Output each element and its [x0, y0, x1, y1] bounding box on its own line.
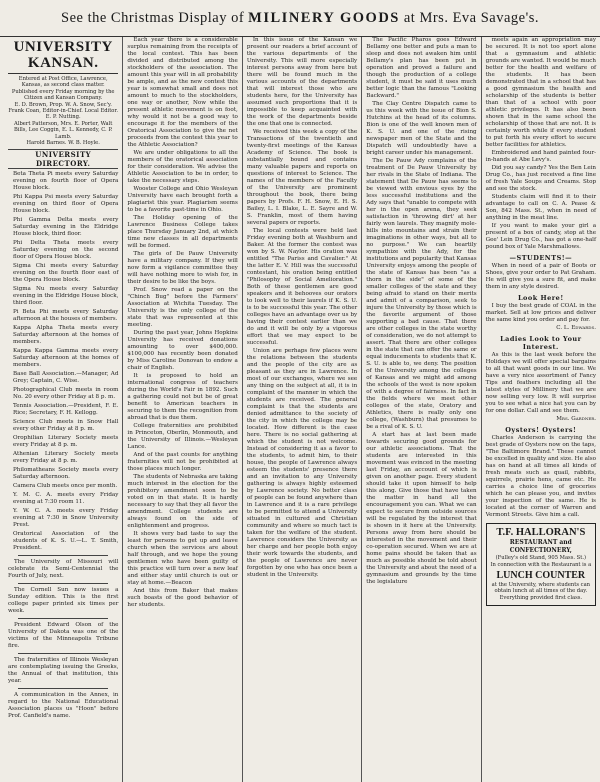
top-banner-ad	[0, 0, 600, 37]
ad-note: at the University, where students can obtain lunch at all times of the day. Everything provided first class.	[491, 581, 591, 601]
banner-strong: MILINERY GOODS	[248, 9, 400, 26]
directory-item: Orophilian Literary Society meets every Friday at 8 p. m.	[13, 435, 119, 449]
masthead-published: Published every Friday morning by the Citizen and Kansan Company.	[11, 88, 115, 102]
column-3	[243, 37, 362, 782]
directory-item: Kappa Alpha Theta meets every Saturday afternoon at the homes of members.	[13, 325, 119, 346]
local-ad: When in need of a pair of Boots or Shoes, give your order to Pat Graham. He will give you a sure fit, and make them in any style desired.	[485, 263, 597, 290]
column-2	[123, 37, 242, 782]
ad-business-type: RESTAURANT and CONFECTIONERY,	[509, 539, 572, 554]
masthead-title: UNIVERSITY KANSAN.	[13, 39, 113, 71]
directory-item: Tennis Association.—President, F. E. Rice; Secretary, F. H. Kellogg.	[13, 403, 119, 417]
article-paragraph: And this from Baker that makes such boasts of the good behavior of her students.	[127, 588, 238, 608]
masthead-editors: E. D. Brown, Prop. W. A. Snow, Sec'y.	[14, 101, 112, 108]
local-ad: Embroidered and hand painted four-in-hands at Abe Levy's.	[485, 150, 597, 163]
article-paragraph: We are under obligations to all the members of the oratorical association for their consideration. We advise the Athletic Association to be in order, to take the necessary steps.	[127, 150, 238, 184]
article-paragraph: And of the past counts for anything fraternities will not be prohibited at those places much longer.	[127, 452, 238, 472]
ad-address: (Fulley's old Stand, 905 Mass. St.)	[495, 555, 586, 561]
banner-post: at Mrs. Eva Savage's.	[403, 9, 539, 26]
directory-item: Sigma Chi meets every Saturday evening on the fourth floor east of the Opera House block.	[13, 263, 119, 284]
article-paragraph: Wooster College and Ohio Wesleyan University have each brought forth a plagiarist this year. Plagiarism seems to be a favorite past-time in Ohio.	[127, 186, 238, 213]
article-paragraph: Prof. Snow read a paper on the "Chinch Bug" before the Farmers' Association at Wichita Tuesday. The University is the only college of the state that was represented at this meeting.	[127, 287, 238, 328]
section-rule	[18, 688, 108, 689]
column-layout	[4, 37, 600, 782]
banner-pre: See the Christmas Display of	[61, 9, 245, 26]
article-paragraph: The students of Nebraska are taking much interest in the election for the prohibitory amendment soon to be voted on in that state. It is hardly necessary to say that they all favor the amendment. College students are always found on the side of enlightenment and progress.	[127, 474, 238, 529]
article-paragraph: Each year there is a considerable surplus remaining from the receipts of the local contest. This has been divided and distributed among the stockholders of the association. The amount this year will in all probability be ample, and as the new contest this year is somewhat small and does not amount to much to the stockholders, one way or another, Now while the present athletic movement is on foot, why would it not be a good way to encourage it for the members of the Oratorical Association to give the net proceeds from the contest this year to the Athletic Association?	[127, 37, 238, 148]
masthead-associate: Albert Patterson, Mrs. E. Porter, Walt Bills, Lee Coggin, E. L. Kennedy, C. P. Lamb.	[13, 120, 113, 140]
masthead-manager: Harold Barnes. W. B. Hoyle.	[26, 140, 100, 147]
directory-item: Camera Club meets once per month.	[13, 483, 118, 490]
directory-item: Philomatheans Society meets every Saturday afternoon.	[13, 467, 119, 481]
article-paragraph: The local contests were held last Friday evening both at Washburn and Baker. At the former the contest was won by S. W. Naylor. His oration was entitled "The Pariss and Cavalier." At the latter E. V. Hill was the successful contestant, his oration being entitled "Philosophy of Social Amelioration." Both of these gentlemen are good speakers and it behooves our orators to look well to their laurels if K. S. U. is to be successful this year. The other colleges have an advantage over us by having their contest earlier than we do and it will be only by a vigorous effort that we may expect to be successful.	[246, 228, 358, 346]
section-rule	[18, 583, 108, 584]
directory-title: UNIVERSITY DIRECTORY.	[8, 149, 118, 169]
annex-note: A communication in the Annex, in regard to the National Educational Association places us "Hoon" before Prof. Canfield's name.	[8, 692, 119, 720]
section-rule	[18, 618, 108, 619]
directory-item: Y. M. C. A. meets every Friday evening at 7:30 room 11.	[13, 492, 119, 506]
directory-item: Beta Theta Pi meets every Saturday evening on fourth floor of Opera House block.	[13, 171, 119, 192]
directory-item: Phi Delta Theta meets every Saturday evening on the second floor of Opera House block.	[13, 240, 119, 261]
directory-item: Photographical Club meets in room No. 20 every other Friday at 8 p. m.	[13, 387, 119, 401]
masthead-staff: Frank Coan, Editor-in-Chief. Local Editor. E. P. Nutting.	[8, 108, 118, 121]
article-paragraph: Union are perhaps few places were the relations between the students and the people of the city are as pleasant as they are in Lawrence. In most of our exchanges, where we see any thing on the subject at all, it is in complaint of the manner in which the students are received. The general complaint is that the students are denied admittance to the society of the city in which the college may be located. How different is the case here. There is no social gathering at which the student is not welcome. Instead of considering it as a favor to the students, to admit him, to their house, the people of Lawrence always esteem the students' presence there and an invitation to any University gathering is always highly esteemed by Lawrence society. No better class of people can be found anywhere than in Lawrence and it is a rare privilege to be permitted to attend a University situated in cultured and Christian community and where so much tact is taken for the welfare of the student. Lawrence considers the University as her charge and her people both enjoy their work towards the students, and the people of Lawrence are never forgotten by one who has once been a student in the University.	[246, 348, 358, 578]
directory-item: Sigma Nu meets every Saturday evening in the Eldridge House block, third floor.	[13, 286, 119, 307]
ad-signature: C. L. Edwards.	[556, 325, 597, 331]
column-5	[482, 37, 600, 782]
dakota-note: President Edward Olson of the University of Dakota was one of the victims of the Minneapolis Tribune fire.	[8, 622, 119, 650]
directory-item: Pi Beta Phi meets every Saturday afternoon at the houses of members.	[13, 309, 119, 323]
article-paragraph: The De Pauw Ady complains of the treatment of De Pauw University by her rivals in the State of Indiana. The statement that De Pauw has seems to be viewed with envious eyes by the less successful institutions and the Ady says that "unable to compete with her in the open arena, they seek satisfaction in 'throwing dirt' at her fairly won laurels. They magnify mole-hills into mountains and strain their imaginations in other ways, but all to no purpose." We can heartily sympathize with the Ady, for the institutions and popularity that Kansas University enjoys among the people of the state of Kansas has been "as a thorn in the side" of some of the smaller colleges of the state and they being afraid to stand on their merits and admit of a comparison, seek to injure the University by those which is the favorite argument of those supporting a bad cause. That there are other colleges in the state worthy of consideration, we do not attempt to assert. That there are other colleges in the state that can offer the same or equal inducements to students that K. S. U. is able to, we deny. The position of the University among the colleges of Kansas and we might add among the schools of the west is now spoken of with a degree of fairness. In fact in the fields where we meet other colleges of the state, Oratory and Athletics, there is really only one college, (Washburn) that presumes to be a rival of K. S. U.	[366, 158, 477, 430]
local-ad: Did you say candy? Yes the Ben Lein Drug Co., has just received a fine line of fresh Yale Soups and Creams. Stop and see the stock.	[485, 165, 597, 192]
article-paragraph: In this issue of the Kansan we present our readers a brief account of the various departments of the University. This will more especially interest persons away from here but there will be found much in the various accounts of the departments that will interest those who are students here, for the University has assumed such proportions that it is impossible to keep acquainted with the work of the departments beside the one that one is connected.	[246, 37, 358, 127]
directory-item: Phi Gamma Delta meets every Saturday evening in the Eldridge House block, third floor.	[13, 217, 119, 238]
local-ad: I buy the best grade of COAL in the market. Sell at low prices and deliver the same kind you order and pay for.	[485, 303, 597, 323]
article-paragraph: The Clay Centre Dispatch came to us this week with the issue of Bion S. Hutchins at the head of its columns. Bion is one of the well known men of K. S. U. and one of the rising newspaper men of the State and the Dispatch will undoubtedly have a bright career under his management.	[366, 101, 477, 156]
article-paragraph: College fraternities are prohibited in Princeton, Oberlin, Monmouth, and the University of Illinois.—Wesleyan Lance.	[127, 423, 238, 450]
local-ad: If you want to make your girl a present of a box of candy, stop at the Gee' Lein Drug Co., has got a one-half pound box of Yale Marshmallows.	[485, 223, 597, 250]
directory-item: Base Ball Association.—Manager, Ad Grey; Captain, C. Wise.	[13, 371, 119, 385]
section-rule	[18, 555, 108, 556]
ad-connection: In connection with the Restaurant is a	[490, 562, 592, 569]
masthead-rule	[8, 73, 118, 74]
ad-signature: Mrs. Gardner.	[556, 416, 597, 422]
look-here-heading: Look Here!	[517, 294, 564, 302]
cornell-sun-note: The Cornell Sun now issues a Sunday edition. This is the first college paper printed six times per week.	[8, 587, 119, 615]
directory-item: Phi Kappa Psi meets every Saturday evening on third floor of Opera House block.	[13, 194, 119, 215]
directory-item: Y. W. C. A. meets every Friday evening at 7:30 in Snow University Prest.	[13, 508, 119, 529]
ad-lunch-counter: LUNCH COUNTER	[496, 569, 586, 581]
local-ad: Students claim will find it to their advantage to call on C. A. Pease & Son, 842 Mass. St., when in need of anything in the meat line.	[485, 194, 597, 221]
article-paragraph: The girls of De Pauw University have a military company. If they will now form a vigilance committee they will have nothing more to wish for, in their desire to be like the boys.	[127, 251, 238, 285]
article-paragraph: meets again an appropriation may be secured. It is not too sport alone that a gymnasium and athletic grounds are wanted. It would be much better for the health and welfare of the students. It has been demonstrated that in a school that has a good gymnasium the health and scholarship of the students is better than that of a school with poor athletic privileges. It has also been shown that in the same school the scholarship of those that are not. It is certainly worth while if every student to put forth his every effort to secure better facilities for athletics.	[485, 37, 597, 148]
column-4	[362, 37, 481, 782]
wesleyan-note: The fraternities of Illinois Wesleyan are contemplating issuing the Greeks, the Annual of that institution, this year.	[8, 657, 119, 685]
article-paragraph: A start has at last been made towards securing good grounds for our athletic associations. That the students are interested in this movement was evinced in the meeting last Friday, an account of which is given on another page. Every student should take it upon himself to help this along. Give those that have taken the matter in hand all the encouragement you can. What we can expect to secure from outside sources will be regulated by the interest that is shown in it here at the University. Persons away from here should be interested in the movement and their co-operation secured. When we are at home pains should be taken that as much as possible should be told about the University and about the need of a gymnasium and grounds by the time the legislature	[366, 432, 477, 585]
article-paragraph: We received this week a copy of the Transactions of the twentieth and twenty-first meetings of the Kansas Academy of Science. The book is substantially bound and contains many valuable papers and reports on questions of interest to Science. The names of the members of the Faculty of the University are prominent throughout the book, there being papers by Profs. F. H. Snow, E. H. S. Bailey, L. I. Blake, L. E. Sayre and W. S. Franklin, most of them having several papers or reports.	[246, 129, 358, 226]
students-heading: —STUDENTS!—	[509, 254, 573, 262]
article-paragraph: The Holiday opening of the Lawrence Business College takes place Thursday January 2nd, at which time new classes in all departments will be formed.	[127, 215, 238, 249]
oysters-heading: Oysters! Oysters!	[505, 426, 577, 434]
missouri-note: The University of Missouri will celebrate its Semi-Centennial the Fourth of July, next.	[8, 559, 119, 580]
masthead-entered: Entered at Post Office, Lawrence, Kansas, as second class matter.	[18, 76, 108, 89]
directory-item: Science Club meets in Snow Hall every other Friday at 8 p. m.	[13, 419, 119, 433]
directory-item: Kappa Kappa Gamma meets every Saturday afternoon at the homes of members.	[13, 348, 119, 369]
article-paragraph: It is proposed to hold an international congress of teachers during the World's Fair in 1892. Such a gathering could not but be of great benefit to American teachers in securing to them the recognition from abroad that is due them.	[127, 373, 238, 421]
local-ad: Charles Anderson is carrying the best grade of Oysters now on the taps, "The Baltimore Brand." These cannot be excelled in quality and size. He also has on hand at all times all kinds of fresh meats such as quail, rabbits, squirrels, prairie hens, came etc. He carries a choice line of groceries which he can please you, and invites your inspection of the same. He is located at the corner of Warren and Vermont Streets. Give him a call.	[485, 435, 597, 518]
article-paragraph: The Pacific Pharos goes Edward Bellamy one better and puts a man to sleep and does not awaken him until Bellamy's plan has been put in operation and proved a failure and though the production of a college student, it must be said it uses much better logic than the famous "Looking Backward."	[366, 37, 477, 99]
local-ad: As this is the last week before the Holidays we will offer special bargains to all that want goods in our line. We have a very nice assortment of Fancy Tips and feathers including all the latest styles of Millinery that we are now selling very low. It will surprise you to see what a nice hat you can by for one dollar. Call and see them.	[485, 352, 597, 414]
ad-business-name: T.F. HALLORAN'S	[496, 527, 586, 538]
ladies-heading: Ladies Look to Your Interest.	[500, 335, 582, 351]
directory-list	[8, 171, 118, 552]
section-rule	[18, 653, 108, 654]
article-paragraph: It shows very bad taste to say the least for persons to get up and leave church when the services are about half through, and we hope the young gentlemen who have been guilty of this practice will turn over a new leaf and either stay until church is out or stay at home.—Beacon	[127, 531, 238, 586]
halloran-ad-box	[486, 523, 596, 606]
article-paragraph: During the past year, Johns Hopkins University has received donations amounting to over $400,000. $100,000 has recently been donated by Miss Caroline Donovan to endow a chair of English.	[127, 330, 238, 371]
directory-item: Oratorical Association of the students of K. S. U.—L. T. Smith, President.	[13, 531, 119, 552]
directory-item: Athenian Literary Society meets every Friday at 8 p. m.	[13, 451, 119, 465]
column-1	[4, 37, 123, 782]
